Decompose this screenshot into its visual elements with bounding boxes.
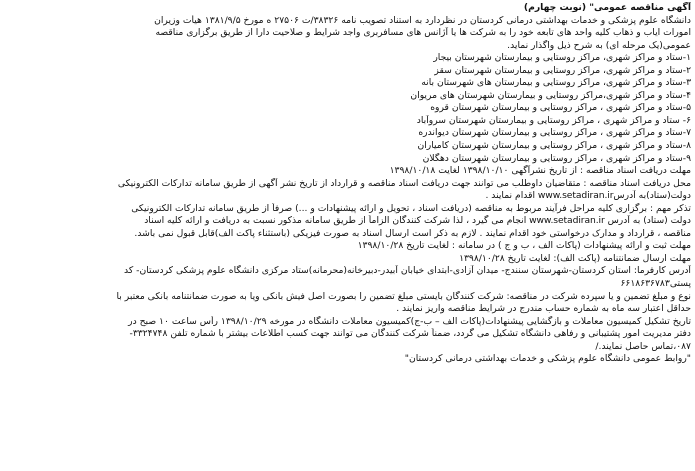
important-note: مناقصه ، قرارداد و مدارک درخواستی خود اقدام نمایند . لازم به ذکر است ارسال اسناد به صورت فیزیکی (باستثناء پاکت الف)قابل قبول نمی باشد. xyxy=(134,227,691,239)
guarantee-info: نوع و مبلغ تضمین و یا سپرده شرکت در مناقصه: شرکت کنندگان بایستی مبلغ تضمین را بصورت اصل فیش بانکی ویا به صورت ضمانتنامه بانکی معتبر با xyxy=(116,290,691,302)
contact-info: ۰۸۷،تماس حاصل نمایند./ xyxy=(595,340,691,352)
document-deadline: مهلت دریافت اسناد مناقصه : از تاریخ نشرآگهی ۱۳۹۸/۱۰/۱۰ لغایت ۱۳۹۸/۱۰/۱۸ xyxy=(389,165,691,177)
scope-item-2: ۲-ستاد و مراکز شهری، مراکز روستایی و بیمارستان شهرستان سقز xyxy=(434,64,691,76)
notice-intro-line: عمومی(یک مرحله ای) به شرح ذیل واگذار نماید. xyxy=(507,39,691,51)
scope-item-5: ۵-ستاد و مراکز شهری ، مراکز روستایی و بیمارستان شهرستان قروه xyxy=(430,102,691,114)
scope-item-1: ۱-ستاد و مراکز شهری، مراکز روستایی و بیمارستان شهرستان بیجار xyxy=(433,52,691,64)
guarantee-deadline: مهلت ارسال ضمانتنامه (پاکت الف): لغایت تاریخ ۱۳۹۸/۱۰/۲۸ xyxy=(459,252,691,264)
tender-notice xyxy=(4,2,691,467)
important-note: دولت (ستاد) به آدرس www.setadiran.ir انجام می گیرد ، لذا شرکت کنندگان الزاماً از طریق سامانه مذکور نسبت به دریافت و ارائه کلیه اسناد xyxy=(144,215,691,227)
opening-info: تاریخ تشکیل کمیسیون معاملات و بازگشایی پیشنهادات(پاکات الف – ب-ج)کمیسیون معاملات دانشگاه در مورخه ۱۳۹۸/۱۰/۲۹ رأس ساعت ۱۰ صبح در xyxy=(128,315,691,327)
important-note: تذکر مهم : برگزاری کلیه مراحل فرآیند مربوط به مناقصه (دریافت اسناد ، تحویل و ارائه پیشنهادات و ...) صرفاً از طریق سامانه تدارکات الکترونیکی xyxy=(131,202,691,214)
submission-deadline: مهلت ثبت و ارائه پیشنهادات (پاکات الف ، ب و ج ) در سامانه : لغایت تاریخ ۱۳۹۸/۱۰/۲۸ xyxy=(357,240,691,252)
opening-info: دفتر مدیریت امور پشتیبانی و رفاهی دانشگاه تشکیل می گردد، ضمناً شرکت کنندگان می توانند جهت کسب اطلاعات بیشتر با شماره تلفن ۳۳۲۴۷۴۸- xyxy=(129,328,691,340)
notice-title: آگهی مناقصه عمومی" (نوبت چهارم) xyxy=(523,2,691,13)
scope-item-9: ۹-ستاد و مراکز شهری ، مراکز روستایی و بیمارستان شهرستان دهگلان xyxy=(422,152,691,164)
guarantee-info: حداقل اعتبار سه ماه به شماره حساب مندرج در شرایط مناقصه واریز نمایند . xyxy=(396,303,691,315)
employer-address: آدرس کارفرما: استان کردستان-شهرستان سنندج- میدان آزادی-ابتدای خیابان آبیدر-دبیرخانه(محرمانه)ستاد مرکزی دانشگاه علوم پزشکی کردستان- کد xyxy=(124,265,691,277)
scope-item-8: ۸-ستاد و مراکز شهری ، مراکز روستایی و بیمارستان شهرستان کامیاران xyxy=(417,140,691,152)
document-location: دولت(ستاد)به آدرسwww.setadiran.ir اقدام نمایند . xyxy=(485,190,691,202)
notice-intro-line: دانشگاه علوم پزشکی و خدمات بهداشتی درمانی کردستان در نظردارد به استناد تصویب نامه ۳۸۳۲۶/ت ۲۷۵۰۶ ه مورخ ۱۳۸۱/۹/۵ هیأت وزیران xyxy=(154,14,691,26)
document-location: محل دریافت اسناد مناقصه : متقاضیان داوطلب می توانند جهت دریافت اسناد مناقصه و قرارداد از تاریخ نشر آگهی از طریق سامانه تدارکات الکترونیکی xyxy=(117,177,691,189)
employer-postal-code: پستی۶۶۱۸۶۳۶۷۸۳ xyxy=(620,278,691,290)
scope-item-4: ۴-ستاد و مراکز شهری،مراکز روستایی و بیمارستان شهرستان های مریوان xyxy=(410,89,691,101)
scope-item-7: ۷-ستاد و مراکز شهری ، مراکز روستایی و بیمارستان شهرستان دیواندره xyxy=(418,127,691,139)
notice-signature: "روابط عمومی دانشگاه علوم پزشکی و خدمات بهداشتی درمانی کردستان" xyxy=(404,353,691,365)
scope-item-6: ۶- ستاد و مراکز شهری ، مراکز روستایی و بیمارستان شهرستان سروآباد xyxy=(416,114,691,126)
scope-item-3: ۳-ستاد و مراکز شهری، مراکز روستایی و بیمارستان های شهرستان بانه xyxy=(421,77,691,89)
notice-intro-line: امورات اياب و ذهاب كليه واحد های تابعه خود را به شرکت ها يا آژانس های مسافربری واجد شرايط و صلاحيت دارا از طريق برگزاری مناقصه xyxy=(155,27,691,39)
